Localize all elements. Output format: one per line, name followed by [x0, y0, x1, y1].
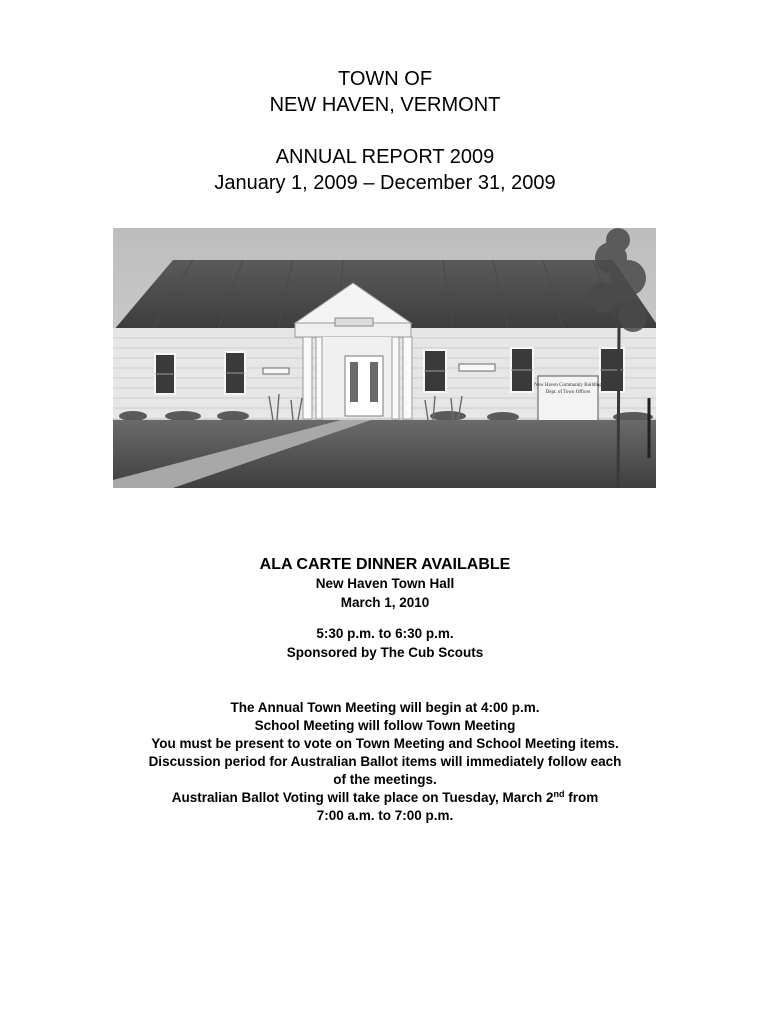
meeting-line-1: The Annual Town Meeting will begin at 4:00 p.m. [230, 700, 540, 715]
meeting-line-3: You must be present to vote on Town Meeting and School Meeting items. [151, 736, 619, 751]
meeting-line-4: Discussion period for Australian Ballot items will immediately follow each [148, 754, 622, 769]
report-header [0, 66, 770, 196]
town-of-line: TOWN OF [337, 68, 433, 90]
town-hall-photo [113, 228, 656, 488]
ordinal-suffix: nd [553, 789, 565, 799]
dinner-sponsor: Sponsored by The Cub Scouts [286, 645, 484, 660]
meeting-line-6 [0, 789, 770, 807]
meeting-line-5: of the meetings. [333, 772, 437, 787]
report-title: ANNUAL REPORT 2009 [275, 146, 495, 168]
dinner-location: New Haven Town Hall [315, 576, 455, 591]
report-period: January 1, 2009 – December 31, 2009 [214, 172, 556, 194]
meeting-info [0, 699, 770, 825]
town-name-line: NEW HAVEN, VERMONT [269, 94, 501, 116]
building-sign-subtitle: Dept. of Town Offices [545, 390, 591, 395]
ballot-date-suffix: from [564, 790, 599, 805]
meeting-line-2: School Meeting will follow Town Meeting [254, 718, 516, 733]
dinner-time: 5:30 p.m. to 6:30 p.m. [316, 626, 454, 641]
dinner-date: March 1, 2010 [340, 595, 430, 610]
dinner-heading: ALA CARTE DINNER AVAILABLE [259, 556, 511, 573]
ballot-date-text: Australian Ballot Voting will take place on Tuesday, March 2 [171, 790, 554, 805]
meeting-line-7: 7:00 a.m. to 7:00 p.m. [316, 808, 454, 823]
dinner-announcement [0, 556, 770, 662]
building-sign-title: New Haven Community Building [534, 383, 602, 388]
